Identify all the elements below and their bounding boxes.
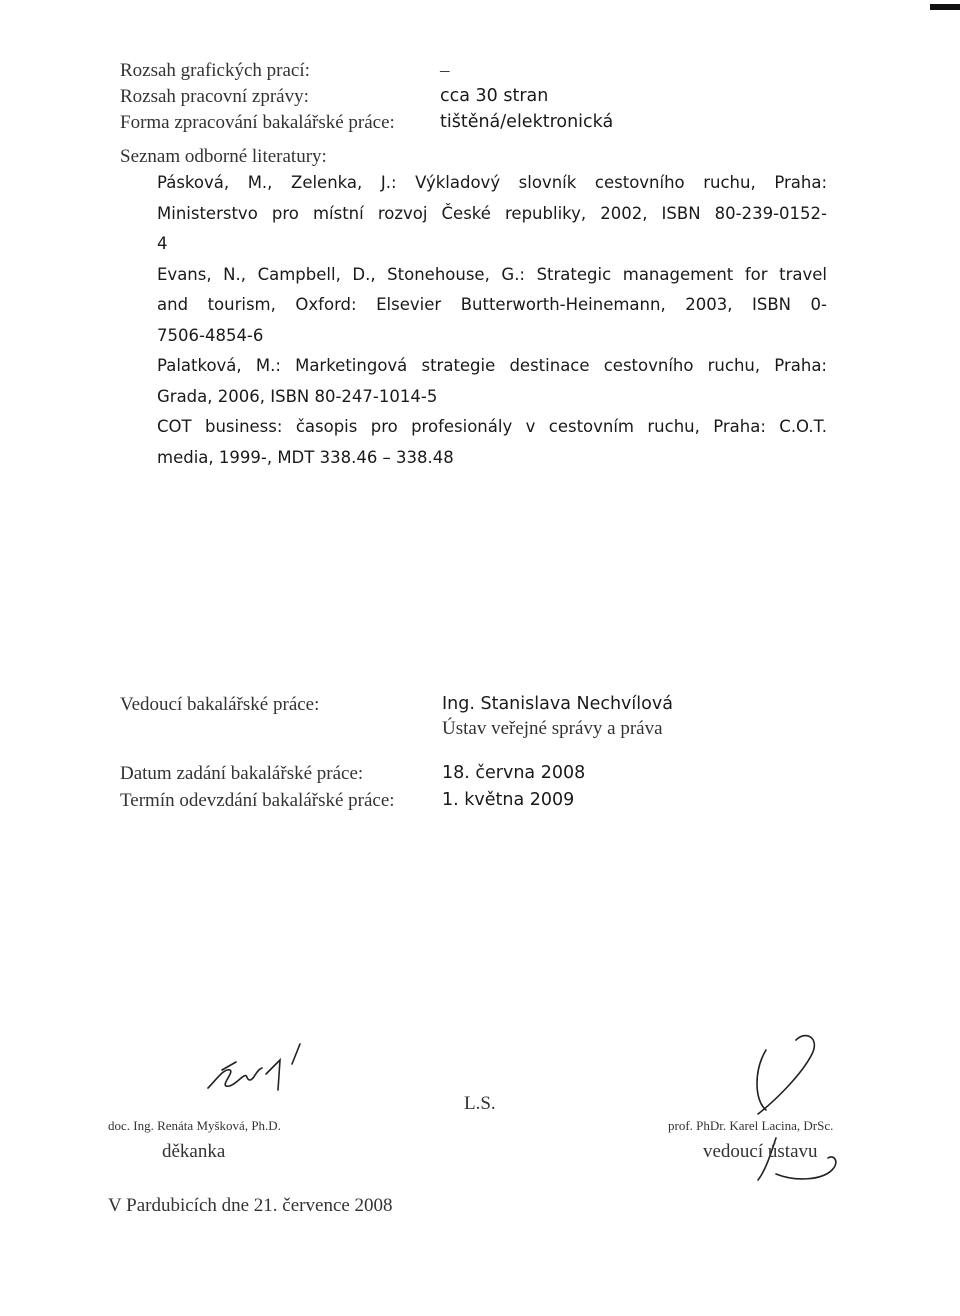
- literature-item-line: and tourism, Oxford: Elsevier Butterworth-Heinemann, 2003, ISBN 0-: [157, 295, 827, 314]
- seal-mark: L.S.: [464, 1093, 496, 1114]
- literature-item: [157, 351, 827, 412]
- date-due-row: [120, 790, 760, 816]
- meta-report-value: cca 30 stran: [440, 86, 549, 106]
- literature-item-line: 4: [157, 234, 168, 253]
- head-title: vedoucí ústavu: [703, 1141, 818, 1162]
- literature-item-line: media, 1999-, MDT 338.46 – 338.48: [157, 447, 454, 467]
- place-date: V Pardubicích dne 21. července 2008: [108, 1195, 393, 1216]
- dean-signature: [196, 1040, 316, 1105]
- meta-report-label: Rozsah pracovní zprávy:: [120, 86, 309, 107]
- date-due-label: Termín odevzdání bakalářské práce:: [120, 790, 395, 811]
- head-signature: [736, 1030, 846, 1195]
- supervisor-name: Ing. Stanislava Nechvílová: [442, 694, 673, 714]
- meta-graphics-row: [120, 60, 760, 86]
- dean-name: doc. Ing. Renáta Myšková, Ph.D.: [108, 1118, 281, 1133]
- meta-graphics-label: Rozsah grafických prací:: [120, 60, 310, 81]
- meta-form-row: [120, 112, 760, 138]
- supervisor-label: Vedoucí bakalářské práce:: [120, 694, 320, 715]
- literature-item-line: COT business: časopis pro profesionály v cestovním ruchu, Praha: C.O.T.: [157, 417, 827, 436]
- literature-item-line: Evans, N., Campbell, D., Stonehouse, G.: Strategic management for travel: [157, 264, 827, 284]
- supervisor-institute: Ústav veřejné správy a práva: [442, 718, 663, 739]
- literature-item-line: 7506-4854-6: [157, 325, 264, 345]
- date-due-value: 1. května 2009: [442, 790, 575, 810]
- literature-item-line: Pásková, M., Zelenka, J.: Výkladový slovník cestovního ruchu, Praha:: [157, 173, 827, 192]
- dean-title: děkanka: [162, 1141, 226, 1162]
- literature-list: [157, 168, 827, 473]
- date-assigned-row: [120, 763, 760, 789]
- literature-item: [157, 412, 827, 473]
- scan-corner-mark: [930, 4, 960, 10]
- date-assigned-label: Datum zadání bakalářské práce:: [120, 763, 364, 784]
- literature-item: [157, 260, 827, 352]
- head-name: prof. PhDr. Karel Lacina, DrSc.: [668, 1118, 834, 1133]
- meta-graphics-value: –: [440, 60, 450, 81]
- meta-report-row: [120, 86, 760, 112]
- literature-item-line: Grada, 2006, ISBN 80-247-1014-5: [157, 386, 438, 406]
- literature-item-line: Ministerstvo pro místní rozvoj České republiky, 2002, ISBN 80-239-0152-: [157, 203, 827, 223]
- literature-item-line: Palatková, M.: Marketingová strategie destinace cestovního ruchu, Praha:: [157, 356, 827, 375]
- meta-form-value: tištěná/elektronická: [440, 112, 614, 132]
- date-assigned-value: 18. června 2008: [442, 763, 586, 783]
- meta-form-label: Forma zpracování bakalářské práce:: [120, 112, 395, 133]
- literature-heading: Seznam odborné literatury:: [120, 146, 327, 167]
- literature-item: [157, 168, 827, 260]
